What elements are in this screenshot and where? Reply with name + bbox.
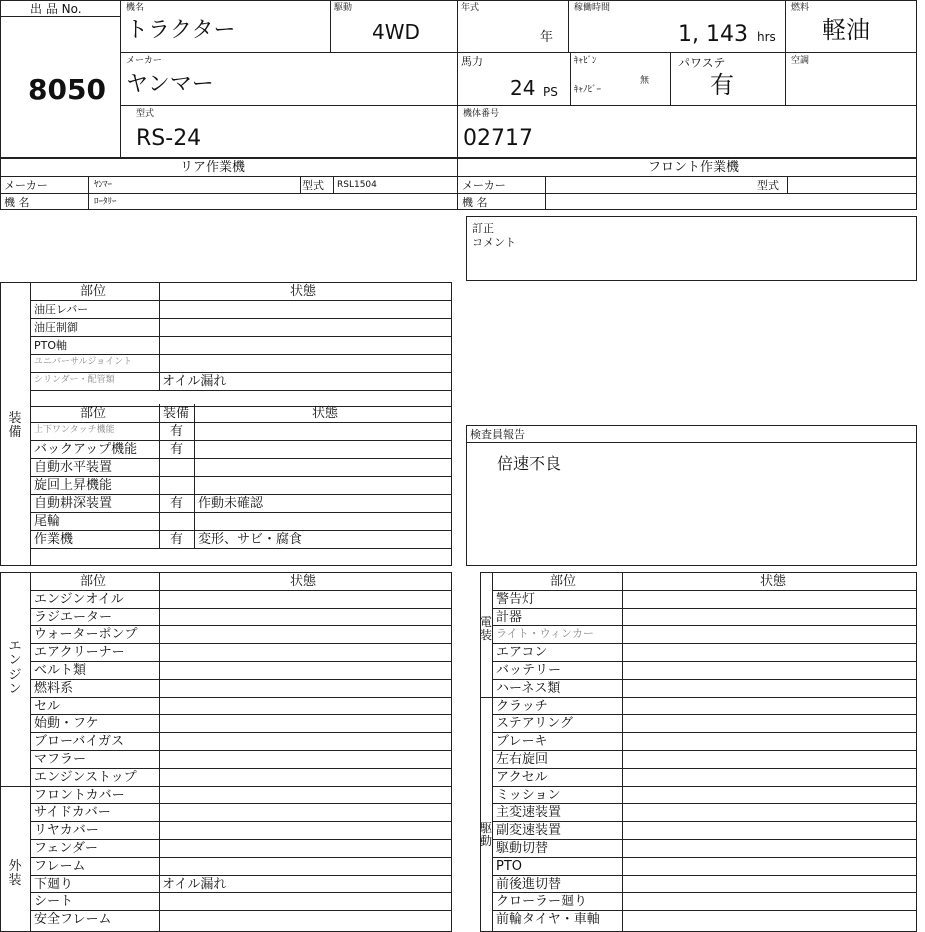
equipment-part: 上下ワンタッチ機能 [34, 425, 115, 435]
power-steering: 有 [710, 71, 734, 99]
row-divider [492, 732, 917, 733]
equipment-status: 作動未確認 [198, 496, 264, 511]
equipment-part: 油圧レバー [34, 303, 89, 316]
row-divider [30, 857, 452, 858]
status-header: 状態 [290, 284, 317, 299]
equipment-part: 作業機 [34, 532, 74, 547]
row-divider [30, 608, 452, 609]
row-divider [30, 643, 452, 644]
inspection-part: サイドカバー [34, 805, 111, 820]
inspection-part: PTO [496, 859, 523, 874]
row-divider [30, 839, 452, 840]
inspection-part: 前後進切替 [496, 877, 562, 892]
maker: ヤンマー [126, 72, 214, 97]
equip-header: 装備 [163, 406, 190, 421]
lot-no-label: 出 品 No. [30, 2, 82, 16]
row-divider [30, 440, 452, 441]
row-divider [30, 530, 452, 531]
row-divider [30, 390, 452, 391]
inspection-part: ハーネス類 [496, 681, 561, 696]
rear-implement-title: リア作業機 [180, 160, 246, 175]
equipment-status: 変形、サビ・腐食 [198, 532, 303, 547]
inspection-part: 左右旋回 [496, 752, 549, 767]
rear-name-label: 機 名 [4, 196, 30, 209]
front-name-label: 機 名 [462, 196, 488, 209]
inspection-part: ベルト類 [34, 663, 87, 678]
row-divider [30, 318, 452, 319]
column-divider [622, 572, 623, 932]
hours-unit: hrs [757, 30, 776, 44]
inspection-part: アクセル [496, 770, 548, 785]
row-divider [30, 354, 452, 355]
row-divider [492, 768, 917, 769]
row-divider [492, 661, 917, 662]
row-divider [30, 494, 452, 495]
rear-type: RSL1504 [337, 180, 377, 190]
equipment-part: シリンダー・配管類 [34, 375, 115, 385]
inspection-part: ミッション [496, 788, 561, 803]
fuel-label: 燃料 [791, 3, 810, 13]
part-header: 部位 [80, 574, 107, 589]
row-divider [492, 875, 917, 876]
equipment-part: ユニバーサルジョイント [34, 357, 133, 367]
exterior-side-label: 外 装 [8, 859, 22, 889]
lot-no: 8050 [28, 73, 106, 106]
row-divider [30, 679, 452, 680]
inspection-part: マフラー [34, 752, 87, 767]
inspection-part: ステアリング [496, 716, 573, 731]
maker-label: メーカー [126, 56, 162, 66]
row-divider [30, 422, 452, 423]
inspection-part: エンジンオイル [34, 592, 124, 607]
row-divider [30, 548, 452, 549]
model-name-label: 機名 [126, 3, 145, 13]
drive: 4WD [372, 20, 420, 44]
rear-maker: ﾔﾝﾏｰ [94, 180, 113, 190]
row-divider [492, 821, 917, 822]
row-divider [492, 697, 917, 698]
row-divider [30, 803, 452, 804]
row-divider [492, 750, 917, 751]
inspection-part: ブローバイガス [34, 734, 124, 749]
equipment-part: 油圧制御 [34, 321, 78, 334]
inspection-part: フレーム [34, 859, 86, 874]
row-divider [30, 821, 452, 822]
equipment-part: PTO軸 [34, 339, 68, 352]
serial-label: 機体番号 [463, 109, 500, 119]
row-divider [30, 372, 452, 373]
equipment-part: バックアップ機能 [34, 442, 138, 457]
row-divider [30, 590, 452, 591]
drive-label: 駆動 [334, 3, 353, 13]
row-divider [30, 300, 452, 301]
year-unit: 年 [540, 30, 554, 45]
part-header: 部位 [80, 284, 107, 299]
row-divider [492, 910, 917, 911]
hours: 1, 143 [678, 22, 748, 47]
row-divider [492, 590, 917, 591]
serial: 02717 [463, 126, 533, 151]
inspection-part: 始動・フケ [34, 716, 99, 731]
inspection-part: 下廻り [34, 877, 74, 892]
column-divider [159, 572, 160, 932]
equipment-installed: 有 [170, 532, 184, 547]
inspection-part: 安全フレーム [34, 912, 112, 927]
inspection-part: ライト・ウィンカー [496, 627, 595, 640]
row-divider [492, 839, 917, 840]
row-divider [30, 786, 452, 787]
cabin-value: 無 [640, 76, 650, 86]
row-divider [30, 750, 452, 751]
row-divider [30, 732, 452, 733]
equipment-status: オイル漏れ [162, 374, 227, 389]
front-maker-label: メーカー [462, 179, 506, 192]
front-type-label: 型式 [757, 179, 779, 192]
inspection-part: フェンダー [34, 841, 98, 856]
equipment-installed: 有 [170, 496, 184, 511]
drivetrain-side-label: 駆 動 [479, 821, 492, 849]
correction-box [466, 216, 917, 281]
cabin-label: ｷｬﾋﾞﾝ [574, 56, 597, 66]
inspection-part: 警告灯 [496, 592, 536, 607]
inspector-label: 検査員報告 [470, 428, 525, 441]
type: RS-24 [136, 126, 202, 151]
front-implement-title: フロント作業機 [648, 160, 740, 175]
status-header: 状態 [760, 574, 787, 589]
row-divider [30, 910, 452, 911]
inspection-part: 主変速装置 [496, 805, 562, 820]
row-divider [30, 661, 452, 662]
equipment-part: 尾輪 [34, 514, 61, 529]
model-name: トラクター [126, 18, 236, 43]
hours-label: 稼働時間 [574, 3, 611, 13]
row-divider [492, 679, 917, 680]
row-divider [30, 892, 452, 893]
status-header: 状態 [290, 574, 317, 589]
inspection-part: エンジンストップ [34, 770, 137, 785]
inspection-part: 駆動切替 [496, 841, 549, 856]
row-divider [492, 643, 917, 644]
hp: 24 [510, 76, 536, 100]
rear-name: ﾛｰﾀﾘｰ [94, 197, 117, 207]
row-divider [492, 625, 917, 626]
inspection-part: ブレーキ [496, 734, 548, 749]
inspector-box [466, 425, 917, 566]
inspection-part: ウォーターポンプ [34, 627, 138, 642]
type-label: 型式 [136, 109, 155, 119]
equipment-installed: 有 [170, 424, 184, 439]
status-header: 状態 [312, 406, 339, 421]
canopy-label: ｷｬﾉﾋﾞｰ [574, 85, 602, 95]
part-header: 部位 [80, 406, 107, 421]
rear-maker-label: メーカー [4, 179, 48, 192]
row-divider [492, 608, 917, 609]
hp-unit: PS [543, 85, 558, 99]
aircon-label: 空調 [791, 56, 810, 66]
inspection-part: 燃料系 [34, 681, 74, 696]
inspection-part: バッテリー [496, 663, 562, 678]
inspection-part: リヤカバー [34, 823, 99, 838]
row-divider [30, 458, 452, 459]
inspection-part: クラッチ [496, 699, 548, 714]
row-divider [30, 512, 452, 513]
electrical-side-label: 電 装 [479, 615, 492, 643]
row-divider [492, 714, 917, 715]
inspection-part: エアコン [496, 645, 548, 660]
inspection-part: フロントカバー [34, 788, 125, 803]
power-steering-label: パワステ [678, 56, 726, 70]
year-label: 年式 [461, 3, 480, 13]
row-divider [30, 625, 452, 626]
inspection-part: 前輪タイヤ・車軸 [496, 912, 600, 927]
row-divider [30, 336, 452, 337]
inspection-part: クローラー廻り [496, 894, 588, 909]
inspection-part: 計器 [496, 610, 523, 625]
equipment-installed: 有 [170, 442, 184, 457]
row-divider [492, 892, 917, 893]
row-divider [30, 875, 452, 876]
inspection-part: 副変速装置 [496, 823, 562, 838]
equipment-part: 自動水平装置 [34, 460, 113, 475]
implements-table [0, 158, 917, 210]
row-divider [30, 697, 452, 698]
row-divider [30, 768, 452, 769]
inspection-part: セル [34, 699, 61, 714]
inspection-part: ラジエーター [34, 610, 113, 625]
engine-side-label: エ ン ジ ン [8, 639, 22, 697]
equipment-part: 自動耕深装置 [34, 496, 113, 511]
row-divider [30, 476, 452, 477]
row-divider [492, 803, 917, 804]
hp-label: 馬力 [461, 55, 483, 68]
row-divider [492, 786, 917, 787]
part-header: 部位 [550, 574, 577, 589]
inspection-status: オイル漏れ [162, 877, 227, 892]
rear-type-label: 型式 [302, 179, 324, 192]
inspector-text: 倍速不良 [497, 454, 562, 473]
row-divider [492, 857, 917, 858]
row-divider [30, 714, 452, 715]
inspection-part: エアクリーナー [34, 645, 125, 660]
inspection-part: シート [34, 894, 74, 909]
correction-label: 訂正 コメント [472, 222, 516, 249]
fuel: 軽油 [822, 16, 870, 44]
equipment-part: 旋回上昇機能 [34, 478, 113, 493]
equipment-side-label: 装 備 [8, 411, 22, 441]
